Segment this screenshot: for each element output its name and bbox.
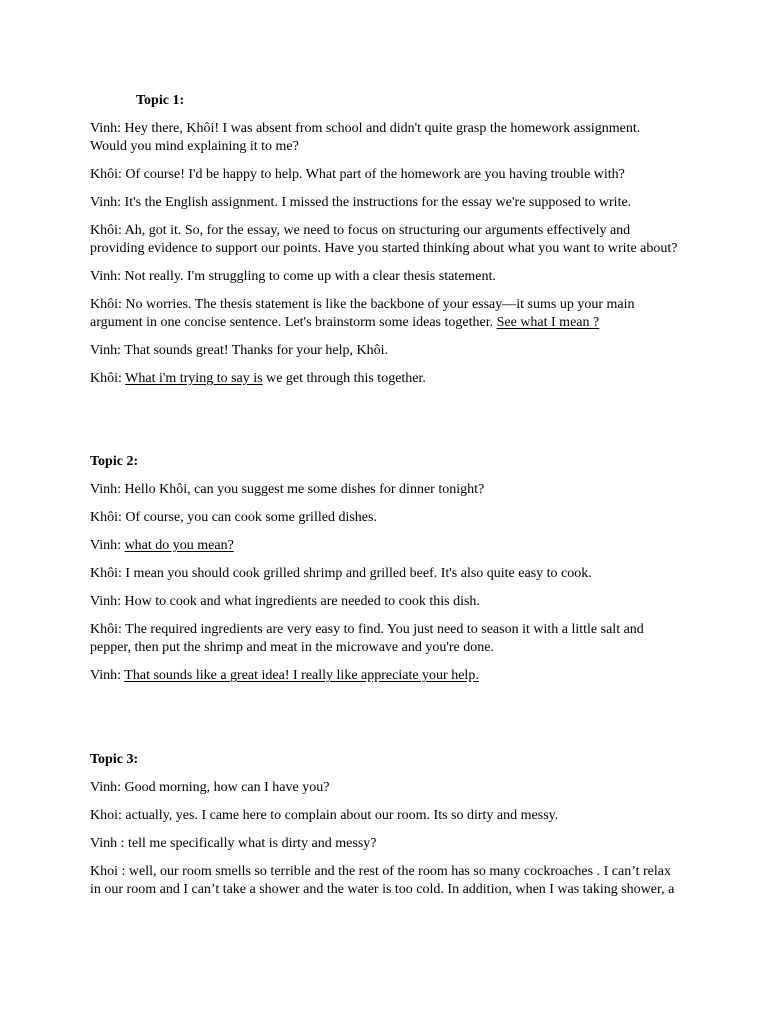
dialogue-line (90, 863, 680, 899)
dialogue-line (90, 807, 680, 825)
dialogue-text: we get through this together. (262, 371, 426, 386)
underlined-phrase: That sounds like a great idea! I really like appreciate your help. (124, 668, 479, 683)
dialogue-line (90, 194, 680, 212)
dialogue-text: Vinh: (90, 668, 125, 683)
dialogue-line (90, 509, 680, 527)
dialogue-text: Khoi : well, our room smells so terrible and the rest of the room has so many cockroaches . I can’t relax in our room and I can’t take a shower and the water is too cold. In addition, when I was taking shower, a (90, 864, 675, 897)
dialogue-text: Khôi: The required ingredients are very easy to find. You just need to season it with a little salt and pepper, then put the shrimp and meat in the microwave and you're done. (90, 622, 644, 655)
underlined-phrase: what do you mean? (124, 538, 234, 553)
dialogue-text: Vinh: Hello Khôi, can you suggest me some dishes for dinner tonight? (90, 482, 485, 497)
topic-2-section (90, 453, 680, 695)
topic-3-dialogue (90, 779, 680, 899)
dialogue-text: Khôi: Of course, you can cook some grilled dishes. (90, 510, 377, 525)
dialogue-line (90, 667, 680, 685)
dialogue-text: Vinh: It's the English assignment. I missed the instructions for the essay we're supposed to write. (90, 195, 632, 210)
underlined-phrase: See what I mean ? (496, 315, 600, 330)
dialogue-line (90, 593, 680, 611)
underlined-phrase: What i'm trying to say is (125, 371, 263, 386)
dialogue-text: Vinh: Good morning, how can I have you? (90, 780, 330, 795)
dialogue-text: Vinh: (90, 538, 125, 553)
dialogue-text: Khôi: Ah, got it. So, for the essay, we need to focus on structuring our arguments effectively and providing evidence to support our points. Have you started thinking about what you want to write about? (90, 223, 678, 256)
dialogue-line (90, 565, 680, 583)
topic-1-dialogue (90, 120, 680, 388)
topic-1-section (90, 92, 680, 398)
topic-2-dialogue (90, 481, 680, 685)
dialogue-text: Vinh: That sounds great! Thanks for your help, Khôi. (90, 343, 389, 358)
topic-1-heading: Topic 1: (136, 93, 185, 108)
topic-2-heading: Topic 2: (90, 454, 139, 469)
dialogue-line (90, 268, 680, 286)
dialogue-text: Khôi: (90, 371, 126, 386)
dialogue-text: Vinh: How to cook and what ingredients are needed to cook this dish. (90, 594, 480, 609)
dialogue-text: Khôi: Of course! I'd be happy to help. What part of the homework are you having trouble with? (90, 167, 625, 182)
dialogue-line (90, 481, 680, 499)
dialogue-text: Khoi: actually, yes. I came here to complain about our room. Its so dirty and messy. (90, 808, 559, 823)
topic-3-heading: Topic 3: (90, 752, 139, 767)
dialogue-line (90, 537, 680, 555)
dialogue-line (90, 120, 680, 156)
dialogue-line (90, 296, 680, 332)
dialogue-line (90, 779, 680, 797)
topic-3-section (90, 751, 680, 909)
dialogue-text: Vinh : tell me specifically what is dirty and messy? (90, 836, 377, 851)
dialogue-line (90, 166, 680, 184)
dialogue-line (90, 621, 680, 657)
dialogue-line (90, 342, 680, 360)
dialogue-text: Vinh: Hey there, Khôi! I was absent from school and didn't quite grasp the homework assignment. Would you mind explaining it to me? (90, 121, 641, 154)
dialogue-line (90, 370, 680, 388)
dialogue-line (90, 222, 680, 258)
dialogue-text: Khôi: I mean you should cook grilled shrimp and grilled beef. It's also quite easy to cook. (90, 566, 592, 581)
dialogue-line (90, 835, 680, 853)
dialogue-text: Vinh: Not really. I'm struggling to come up with a clear thesis statement. (90, 269, 496, 284)
dialogue-text: Khôi: No worries. The thesis statement is like the backbone of your essay—it sums up your main argument in one concise sentence. Let's brainstorm some ideas together. (90, 297, 635, 330)
